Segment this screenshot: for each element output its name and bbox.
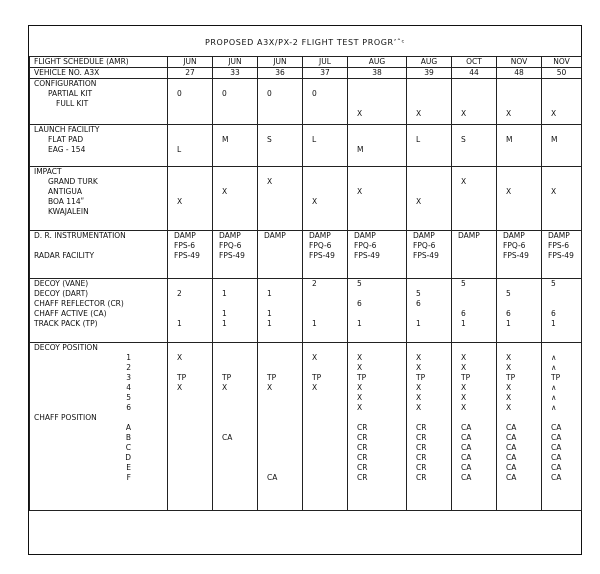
config-cell: 0 [258, 79, 303, 125]
schedule-frame [28, 25, 582, 555]
position-cell: TP X CA [258, 343, 303, 511]
month-cell: NOV [542, 57, 582, 68]
track-pack-label: TRACK PACK (TP) [34, 319, 98, 328]
decoy-position-2: 2 [126, 363, 131, 372]
positions-labels [30, 343, 168, 511]
instrumentation-row [30, 231, 582, 279]
impact-cell: X [168, 167, 213, 231]
position-cell: X X TP X X X CA CA CA CA CA CA [452, 343, 497, 511]
launch-cell: M [213, 125, 258, 167]
position-cell: X X TP X X X CR CR CR CR CR CR [348, 343, 407, 511]
decoy-cell: 5 6 1 [348, 279, 407, 343]
month-cell: NOV [497, 57, 542, 68]
impact-cell: X [213, 167, 258, 231]
instrumentation-cell: DAMP FPQ-6 FPS-49 [303, 231, 348, 279]
impact-cell: X [407, 167, 452, 231]
instrumentation-labels [30, 231, 168, 279]
instrumentation-cell: DAMP FPQ-6 FPS-49 [213, 231, 258, 279]
decoy-cell: 5 6 1 [452, 279, 497, 343]
impact-cell: X [542, 167, 582, 231]
config-cell: 0 [303, 79, 348, 125]
full-kit-label: FULL KIT [56, 99, 89, 108]
decoy-labels [30, 279, 168, 343]
month-cell: OCT [452, 57, 497, 68]
decoy-cell: 2 1 [303, 279, 348, 343]
decoy-position-5: 5 [126, 393, 131, 402]
config-cell: X [407, 79, 452, 125]
launch-cell: M [542, 125, 582, 167]
impact-cell: X [258, 167, 303, 231]
impact-cell: X [303, 167, 348, 231]
schedule-row [30, 57, 582, 68]
chaff-position-a: A [125, 423, 131, 432]
configuration-row [30, 79, 582, 125]
position-cell: TP X CA [213, 343, 258, 511]
config-cell: 0 [168, 79, 213, 125]
month-cell: JUN [168, 57, 213, 68]
launch-cell: M [348, 125, 407, 167]
vehicle-cell: 44 [452, 68, 497, 79]
decoy-cell: 5 6 1 [497, 279, 542, 343]
instrumentation-cell: DAMP [452, 231, 497, 279]
impact-cell: X [452, 167, 497, 231]
launch-row [30, 125, 582, 167]
launch-cell: M [497, 125, 542, 167]
radar-facility-label: RADAR FACILITY [34, 251, 95, 260]
decoy-position-6: 6 [126, 403, 131, 412]
vehicle-cell: 38 [348, 68, 407, 79]
schedule-label: FLIGHT SCHEDULE (AMR) [30, 57, 168, 68]
configuration-labels [30, 79, 168, 125]
configuration-heading: CONFIGURATION [34, 79, 97, 88]
decoy-cell: 5 6 1 [407, 279, 452, 343]
grand-turk-label: GRAND TURK [48, 177, 98, 186]
chaff-position-e: E [126, 463, 131, 472]
instrumentation-cell: DAMP FPQ-6 FPS-49 [348, 231, 407, 279]
launch-heading: LAUNCH FACILITY [34, 125, 100, 134]
impact-labels [30, 167, 168, 231]
kwajalein-label: KWAJALEIN [48, 207, 89, 216]
chaff-reflector-label: CHAFF REFLECTOR (CR) [34, 299, 124, 308]
antigua-label: ANTIGUA [48, 187, 82, 196]
month-cell: JUN [213, 57, 258, 68]
vehicle-cell: 27 [168, 68, 213, 79]
launch-labels [30, 125, 168, 167]
chaff-position-c: C [125, 443, 131, 452]
impact-heading: IMPACT [34, 167, 62, 176]
month-cell: JUN [258, 57, 303, 68]
instrumentation-cell: DAMP FPQ-6 FPS-49 [407, 231, 452, 279]
decoy-vane-label: DECOY (VANE) [34, 279, 89, 288]
instrumentation-cell: DAMP FPS-6 FPS-49 [168, 231, 213, 279]
month-cell: JUL [303, 57, 348, 68]
config-cell: X [452, 79, 497, 125]
decoy-cell: 5 6 1 [542, 279, 582, 343]
instrumentation-cell: DAMP FPQ-6 FPS-49 [497, 231, 542, 279]
chaff-position-f: F [126, 473, 131, 482]
vehicle-cell: 37 [303, 68, 348, 79]
instrumentation-heading: D. R. INSTRUMENTATION [34, 231, 126, 240]
impact-row [30, 167, 582, 231]
config-cell: X [542, 79, 582, 125]
flight-test-table [29, 56, 582, 511]
flat-pad-label: FLAT PAD [48, 135, 84, 144]
month-cell: AUG [348, 57, 407, 68]
vehicle-cell: 33 [213, 68, 258, 79]
config-cell: X [497, 79, 542, 125]
partial-kit-label: PARTIAL KIT [48, 89, 93, 98]
chaff-active-label: CHAFF ACTIVE (CA) [34, 309, 107, 318]
position-cell: X TP X [303, 343, 348, 511]
instrumentation-cell: DAMP [258, 231, 303, 279]
config-cell: 0 [213, 79, 258, 125]
decoy-position-4: 4 [126, 383, 131, 392]
decoy-position-3: 3 [126, 373, 131, 382]
config-cell: X [348, 79, 407, 125]
position-cell: X TP X [168, 343, 213, 511]
decoy-cell: 1 1 1 [213, 279, 258, 343]
decoy-cell: 1 1 1 [258, 279, 303, 343]
boa-label: BOA 114ʺ [48, 197, 85, 206]
decoy-cell: 2 1 [168, 279, 213, 343]
decoy-position-heading: DECOY POSITION [34, 343, 98, 352]
vehicle-label: VEHICLE NO. A3X [30, 68, 168, 79]
decoy-position-1: 1 [126, 353, 131, 362]
positions-row [30, 343, 582, 511]
position-cell: X X TP X X X CA CA CA CA CA CA [497, 343, 542, 511]
eag-label: EAG - 154 [48, 145, 86, 154]
instrumentation-cell: DAMP FPS-6 FPS-49 [542, 231, 582, 279]
launch-cell: S [258, 125, 303, 167]
impact-cell: X [348, 167, 407, 231]
launch-cell: L [407, 125, 452, 167]
chaff-position-b: B [125, 433, 131, 442]
vehicle-row [30, 68, 582, 79]
vehicle-cell: 48 [497, 68, 542, 79]
vehicle-cell: 50 [542, 68, 582, 79]
decoy-row [30, 279, 582, 343]
decoy-dart-label: DECOY (DART) [34, 289, 89, 298]
vehicle-cell: 39 [407, 68, 452, 79]
impact-cell: X [497, 167, 542, 231]
chaff-position-d: D [125, 453, 131, 462]
page-title: PROPOSED A3X/PX-2 FLIGHT TEST PROGR’ˆᶜ [204, 38, 406, 47]
position-cell: X X TP X X X CR CR CR CR CR CR [407, 343, 452, 511]
month-cell: AUG [407, 57, 452, 68]
launch-cell: L [168, 125, 213, 167]
chaff-position-heading: CHAFF POSITION [34, 413, 97, 422]
position-cell: ∧ ∧ TP ∧ ∧ ∧ CA CA CA CA CA CA [542, 343, 582, 511]
launch-cell: L [303, 125, 348, 167]
vehicle-cell: 36 [258, 68, 303, 79]
launch-cell: S [452, 125, 497, 167]
